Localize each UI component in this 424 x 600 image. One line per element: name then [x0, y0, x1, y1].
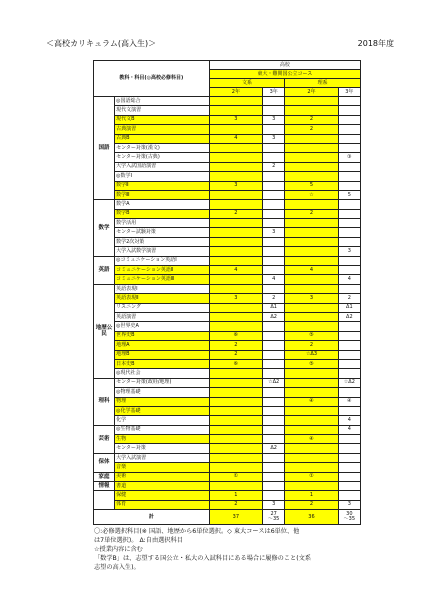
- table-row: [94, 397, 361, 406]
- credit-cell: 4: [209, 266, 262, 275]
- category-label: 国語: [94, 97, 115, 200]
- table-row: [94, 472, 361, 481]
- table-row: [94, 125, 361, 134]
- credit-cell: [263, 491, 285, 500]
- credit-cell: 2: [209, 350, 262, 359]
- table-row: [94, 388, 361, 397]
- table-row: [94, 500, 361, 509]
- credit-cell: ④: [285, 397, 338, 406]
- credit-cell: [263, 369, 285, 378]
- credit-cell: [285, 388, 338, 397]
- credit-cell: [263, 172, 285, 181]
- credit-cell: [263, 350, 285, 359]
- subject-name: 保健: [115, 491, 210, 500]
- subject-name: 生物: [115, 435, 210, 444]
- credit-cell: 2: [209, 500, 262, 509]
- credit-cell: [285, 219, 338, 228]
- credit-cell: ☆: [285, 190, 338, 199]
- credit-cell: [263, 106, 285, 115]
- credit-cell: [263, 322, 285, 331]
- credit-cell: [338, 162, 360, 171]
- credit-cell: [338, 228, 360, 237]
- credit-cell: 2: [263, 162, 285, 171]
- credit-cell: [338, 97, 360, 106]
- subject-header: 教科・科目(◎高校必修科目): [94, 61, 210, 97]
- total-cell: 27 ～35: [263, 510, 285, 525]
- credit-cell: [263, 406, 285, 415]
- credit-cell: 3: [338, 500, 360, 509]
- credit-cell: [263, 341, 285, 350]
- credit-cell: [209, 190, 262, 199]
- subject-name: センター試験対策: [115, 228, 210, 237]
- credit-cell: 2: [338, 294, 360, 303]
- track-header: 文系: [209, 79, 285, 88]
- note-line: 〇:必修選択科目(※ 国語、地歴から6単位選択。◇ 東大コースは6単位、他: [94, 528, 300, 535]
- credit-cell: [338, 266, 360, 275]
- credit-cell: [209, 125, 262, 134]
- credit-cell: [338, 143, 360, 152]
- credit-cell: 2: [209, 209, 262, 218]
- subject-name: 英語表現Ⅱ: [115, 294, 210, 303]
- subject-name: 英語表現Ⅰ: [115, 284, 210, 293]
- table-row: [94, 106, 361, 115]
- credit-cell: [338, 463, 360, 472]
- grade-header: 3年: [263, 88, 285, 97]
- category-label: 家庭: [94, 472, 115, 481]
- subject-name: 数学Ⅱ: [115, 181, 210, 190]
- credit-cell: [263, 153, 285, 162]
- table-row: [94, 172, 361, 181]
- credit-cell: [209, 463, 262, 472]
- table-row: [94, 162, 361, 171]
- credit-cell: [209, 312, 262, 321]
- credit-cell: [263, 190, 285, 199]
- credit-cell: 2: [285, 500, 338, 509]
- credit-cell: 3: [263, 134, 285, 143]
- credit-cell: ⑥: [209, 331, 262, 340]
- credit-cell: [338, 322, 360, 331]
- credit-cell: [263, 453, 285, 462]
- grade-header: 2年: [209, 88, 262, 97]
- credit-cell: [338, 237, 360, 246]
- subject-name: ◎生物基礎: [115, 425, 210, 434]
- table-row: [94, 181, 361, 190]
- category-label: 芸術: [94, 425, 115, 453]
- credit-cell: ①: [209, 472, 262, 481]
- credit-cell: Δ1: [263, 303, 285, 312]
- subject-name: リスニング: [115, 303, 210, 312]
- credit-cell: [285, 143, 338, 152]
- credit-cell: [263, 181, 285, 190]
- table-row: [94, 322, 361, 331]
- credit-cell: [263, 143, 285, 152]
- credit-cell: [285, 312, 338, 321]
- grade-header: 3年: [338, 88, 360, 97]
- credit-cell: ☆Δ2: [338, 378, 360, 387]
- credit-cell: [263, 463, 285, 472]
- table-row: [94, 134, 361, 143]
- credit-cell: [263, 359, 285, 368]
- credit-cell: [338, 209, 360, 218]
- credit-cell: 3: [263, 228, 285, 237]
- table-row: [94, 435, 361, 444]
- credit-cell: [285, 453, 338, 462]
- note-line: は7単位選択)。 Δ:自由選択科目: [94, 536, 183, 544]
- curriculum-table: [93, 60, 361, 525]
- credit-cell: 3: [338, 247, 360, 256]
- subject-name: 地理A: [115, 341, 210, 350]
- total-label: 計: [94, 510, 210, 525]
- credit-cell: [263, 209, 285, 218]
- table-row: [94, 143, 361, 152]
- credit-cell: [285, 416, 338, 425]
- credit-cell: ☆Δ3: [285, 350, 338, 359]
- table-row: [94, 237, 361, 246]
- credit-cell: 1: [209, 491, 262, 500]
- credit-cell: [285, 284, 338, 293]
- table-row: [94, 228, 361, 237]
- credit-cell: 3: [285, 294, 338, 303]
- credit-cell: [338, 350, 360, 359]
- category-label: 情報: [94, 482, 115, 491]
- credit-cell: ④: [338, 397, 360, 406]
- course-header: 東大・難関国公立コース: [209, 70, 360, 79]
- subject-name: 数学2次対策: [115, 237, 210, 246]
- credit-cell: Δ2: [263, 312, 285, 321]
- credit-cell: 4: [285, 266, 338, 275]
- subject-name: ◎世界史A: [115, 322, 210, 331]
- grade-header: 2年: [285, 88, 338, 97]
- credit-cell: [209, 453, 262, 462]
- credit-cell: [209, 247, 262, 256]
- table-row: [94, 247, 361, 256]
- subject-name: ◎物理基礎: [115, 388, 210, 397]
- credit-cell: [209, 444, 262, 453]
- credit-cell: [209, 97, 262, 106]
- credit-cell: Δ2: [263, 444, 285, 453]
- table-row: [94, 359, 361, 368]
- table-row: [94, 190, 361, 199]
- credit-cell: [285, 425, 338, 434]
- table-row: [94, 463, 361, 472]
- subject-name: 日本史B: [115, 359, 210, 368]
- credit-cell: [285, 275, 338, 284]
- subject-name: センター対策(漢文): [115, 143, 210, 152]
- credit-cell: [209, 388, 262, 397]
- credit-cell: [209, 303, 262, 312]
- credit-cell: [209, 435, 262, 444]
- table-row: [94, 97, 361, 106]
- category-label: 理科: [94, 378, 115, 425]
- table-row: [94, 369, 361, 378]
- credit-cell: ⑥: [209, 359, 262, 368]
- credit-cell: [263, 416, 285, 425]
- credit-cell: [338, 125, 360, 134]
- credit-cell: [263, 200, 285, 209]
- credit-cell: [285, 247, 338, 256]
- credit-cell: 2: [285, 209, 338, 218]
- credit-cell: [338, 331, 360, 340]
- credit-cell: [209, 172, 262, 181]
- subject-name: 大学入試国語演習: [115, 162, 210, 171]
- credit-cell: [263, 472, 285, 481]
- credit-cell: [209, 425, 262, 434]
- credit-cell: ③: [338, 153, 360, 162]
- credit-cell: 3: [209, 181, 262, 190]
- subject-name: センター対策(政経/地理): [115, 378, 210, 387]
- credit-cell: [209, 284, 262, 293]
- credit-cell: 1: [285, 491, 338, 500]
- subject-name: ◎化学基礎: [115, 406, 210, 415]
- table-row: [94, 256, 361, 265]
- credit-cell: [263, 266, 285, 275]
- credit-cell: ⑤: [285, 359, 338, 368]
- credit-cell: [285, 303, 338, 312]
- school-header: 高校: [209, 61, 360, 70]
- credit-cell: [209, 237, 262, 246]
- credit-cell: [209, 153, 262, 162]
- credit-cell: 4: [338, 275, 360, 284]
- credit-cell: [209, 406, 262, 415]
- track-header: 理系: [285, 79, 361, 88]
- table-row: [94, 209, 361, 218]
- credit-cell: [209, 416, 262, 425]
- page-title: ＜高校カリキュラム(高入生)＞: [46, 39, 157, 48]
- subject-name: ◎コミュニケーション英語Ⅰ: [115, 256, 210, 265]
- credit-cell: [209, 322, 262, 331]
- credit-cell: [209, 228, 262, 237]
- subject-name: 数学B: [115, 209, 210, 218]
- credit-cell: [338, 369, 360, 378]
- table-row: [94, 444, 361, 453]
- category-label: 保体: [94, 453, 115, 472]
- credit-cell: [285, 256, 338, 265]
- credit-cell: 3: [209, 115, 262, 124]
- credit-cell: [285, 406, 338, 415]
- credit-cell: [209, 143, 262, 152]
- subject-name: 美術: [115, 472, 210, 481]
- credit-cell: [263, 247, 285, 256]
- table-row: [94, 482, 361, 491]
- subject-name: 化学: [115, 416, 210, 425]
- credit-cell: [209, 369, 262, 378]
- credit-cell: 3: [263, 500, 285, 509]
- credit-cell: ④: [285, 435, 338, 444]
- note-line: 「数学B」は、志望する国公立・私大の入試科目にある場合に履修のこと(文系: [94, 554, 312, 562]
- credit-cell: ⑤: [285, 331, 338, 340]
- credit-cell: [263, 97, 285, 106]
- credit-cell: [285, 482, 338, 491]
- credit-cell: 5: [285, 181, 338, 190]
- credit-cell: 4: [263, 275, 285, 284]
- subject-name: 数学Ⅲ: [115, 190, 210, 199]
- credit-cell: [338, 106, 360, 115]
- subject-name: 大学入試演習: [115, 453, 210, 462]
- credit-cell: 3: [209, 294, 262, 303]
- credit-cell: [338, 256, 360, 265]
- credit-cell: [263, 425, 285, 434]
- subject-name: コミュニケーション英語Ⅱ: [115, 266, 210, 275]
- credit-cell: [209, 482, 262, 491]
- credit-cell: [285, 369, 338, 378]
- credit-cell: [285, 322, 338, 331]
- credit-cell: [338, 341, 360, 350]
- credit-cell: 2: [285, 125, 338, 134]
- credit-cell: [338, 472, 360, 481]
- total-cell: 36: [285, 510, 338, 525]
- credit-cell: [285, 463, 338, 472]
- subject-name: 地理B: [115, 350, 210, 359]
- credit-cell: [338, 444, 360, 453]
- credit-cell: [285, 378, 338, 387]
- table-row: [94, 153, 361, 162]
- table-row: [94, 200, 361, 209]
- credit-cell: [338, 491, 360, 500]
- credit-cell: [209, 256, 262, 265]
- credit-cell: ①: [285, 472, 338, 481]
- subject-name: 現代文演習: [115, 106, 210, 115]
- credit-cell: [338, 406, 360, 415]
- table-row: [94, 350, 361, 359]
- credit-cell: 4: [338, 425, 360, 434]
- credit-cell: [209, 275, 262, 284]
- table-row: [94, 303, 361, 312]
- subject-name: 大学入試数学演習: [115, 247, 210, 256]
- table-row: [94, 312, 361, 321]
- credit-cell: [263, 435, 285, 444]
- subject-name: センター対策(古典): [115, 153, 210, 162]
- credit-cell: [338, 482, 360, 491]
- subject-name: 現代文B: [115, 115, 210, 124]
- credit-cell: 4: [209, 134, 262, 143]
- table-row: [94, 491, 361, 500]
- credit-cell: [338, 115, 360, 124]
- credit-cell: [285, 172, 338, 181]
- credit-cell: [338, 435, 360, 444]
- category-label: [94, 491, 115, 510]
- subject-name: 音楽: [115, 463, 210, 472]
- subject-name: 体育: [115, 500, 210, 509]
- credit-cell: [263, 482, 285, 491]
- credit-cell: [285, 106, 338, 115]
- credit-cell: [338, 172, 360, 181]
- credit-cell: [209, 219, 262, 228]
- table-row: [94, 416, 361, 425]
- table-row: [94, 378, 361, 387]
- credit-cell: [338, 388, 360, 397]
- credit-cell: Δ1: [338, 303, 360, 312]
- credit-cell: 2: [209, 341, 262, 350]
- credit-cell: [209, 162, 262, 171]
- credit-cell: [263, 256, 285, 265]
- credit-cell: [338, 200, 360, 209]
- credit-cell: [263, 388, 285, 397]
- credit-cell: [285, 134, 338, 143]
- credit-cell: [285, 162, 338, 171]
- credit-cell: [285, 97, 338, 106]
- credit-cell: [285, 444, 338, 453]
- table-row: [94, 266, 361, 275]
- credit-cell: [338, 453, 360, 462]
- credit-cell: [263, 125, 285, 134]
- credit-cell: [263, 219, 285, 228]
- subject-name: ◎現代社会: [115, 369, 210, 378]
- subject-name: 古典B: [115, 134, 210, 143]
- note-line: ☆授業内容に含む: [94, 545, 143, 553]
- school-year: 2018年度: [357, 39, 394, 48]
- footnotes: [94, 528, 364, 573]
- table-row: [94, 406, 361, 415]
- credit-cell: [338, 134, 360, 143]
- subject-name: 数学A: [115, 200, 210, 209]
- credit-cell: [209, 397, 262, 406]
- total-cell: 30 ～35: [338, 510, 360, 525]
- credit-cell: 2: [285, 341, 338, 350]
- credit-cell: [338, 284, 360, 293]
- subject-name: 世界史B: [115, 331, 210, 340]
- category-label: 数学: [94, 200, 115, 256]
- credit-cell: [263, 331, 285, 340]
- credit-cell: [263, 237, 285, 246]
- table-row: [94, 115, 361, 124]
- table-row: [94, 453, 361, 462]
- subject-name: 英語演習: [115, 312, 210, 321]
- credit-cell: 3: [263, 115, 285, 124]
- subject-name: 書道: [115, 482, 210, 491]
- credit-cell: 5: [338, 190, 360, 199]
- subject-name: 古典演習: [115, 125, 210, 134]
- subject-name: ◎数学Ⅰ: [115, 172, 210, 181]
- total-cell: 37: [209, 510, 262, 525]
- credit-cell: [338, 359, 360, 368]
- credit-cell: 2: [285, 115, 338, 124]
- credit-cell: [209, 378, 262, 387]
- table-row: [94, 284, 361, 293]
- credit-cell: [209, 106, 262, 115]
- credit-cell: [263, 397, 285, 406]
- credit-cell: [285, 153, 338, 162]
- credit-cell: [263, 284, 285, 293]
- table-row: [94, 219, 361, 228]
- subject-name: 物理: [115, 397, 210, 406]
- subject-name: ◎国語総合: [115, 97, 210, 106]
- table-row: [94, 275, 361, 284]
- credit-cell: [209, 200, 262, 209]
- category-label: 英語: [94, 256, 115, 284]
- credit-cell: [285, 200, 338, 209]
- subject-name: センター対策: [115, 444, 210, 453]
- category-label: 地歴公民: [94, 284, 115, 378]
- table-row: [94, 294, 361, 303]
- credit-cell: ☆Δ2: [263, 378, 285, 387]
- credit-cell: 2: [263, 294, 285, 303]
- credit-cell: [285, 237, 338, 246]
- credit-cell: [338, 181, 360, 190]
- note-line: 志望の高入生)。: [94, 563, 140, 571]
- subject-name: 数学活用: [115, 219, 210, 228]
- credit-cell: [285, 228, 338, 237]
- table-row: [94, 341, 361, 350]
- table-row: [94, 425, 361, 434]
- subject-name: コミュニケーション英語Ⅲ: [115, 275, 210, 284]
- credit-cell: [338, 219, 360, 228]
- table-row: [94, 331, 361, 340]
- credit-cell: Δ2: [338, 312, 360, 321]
- credit-cell: 4: [338, 416, 360, 425]
